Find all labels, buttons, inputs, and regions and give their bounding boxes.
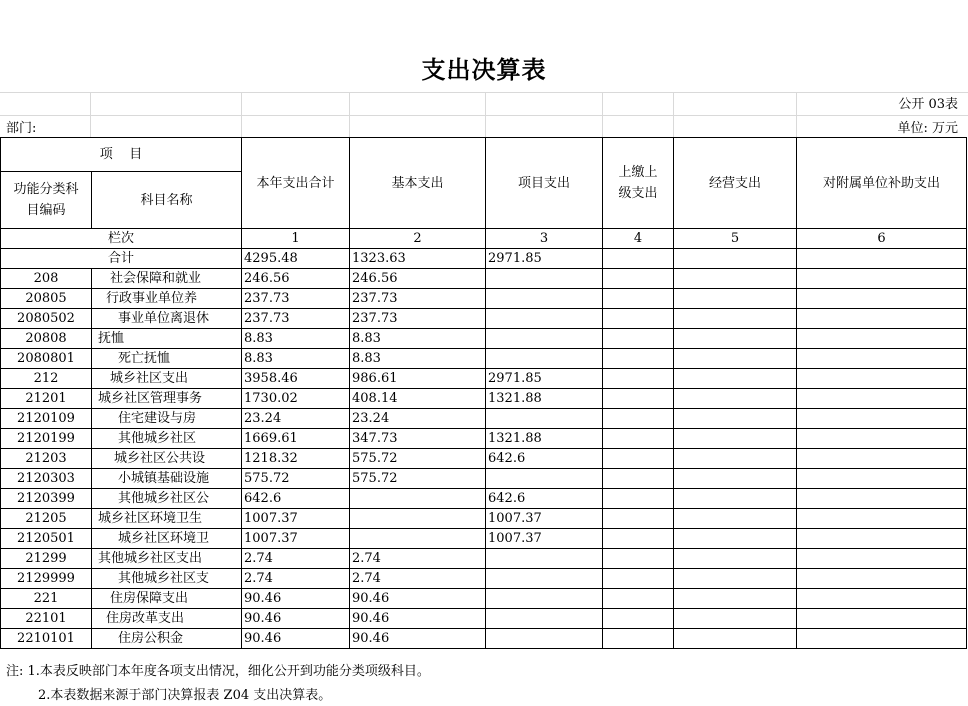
row-name: 死亡抚恤: [92, 349, 242, 369]
row-basic: 90.46: [350, 629, 486, 649]
table-row: [1, 509, 967, 529]
row-subsidy: [797, 429, 967, 449]
row-code: 2120303: [1, 469, 92, 489]
row-basic: 246.56: [350, 269, 486, 289]
row-upper: [603, 429, 674, 449]
row-business: [674, 329, 797, 349]
row-business: [674, 589, 797, 609]
row-name: 其他城乡社区: [92, 429, 242, 449]
row-name: 事业单位离退休: [92, 309, 242, 329]
row-total: 642.6: [242, 489, 350, 509]
row-name: 小城镇基础设施: [92, 469, 242, 489]
row-subsidy: [797, 529, 967, 549]
row-name: 城乡社区公共设: [92, 449, 242, 469]
row-name: 城乡社区支出: [92, 369, 242, 389]
row-business: [674, 609, 797, 629]
table-row: [1, 289, 967, 309]
row-project: 1321.88: [486, 429, 603, 449]
row-subsidy: [797, 409, 967, 429]
row-upper: [603, 509, 674, 529]
row-project: [486, 549, 603, 569]
row-business: [674, 289, 797, 309]
row-project: 642.6: [486, 489, 603, 509]
row-total: 2.74: [242, 569, 350, 589]
table-row: [1, 409, 967, 429]
row-project: [486, 609, 603, 629]
index-col: 4: [603, 229, 674, 249]
grid-line: [673, 92, 674, 137]
table-row: [1, 629, 967, 649]
grid-line: [90, 92, 91, 137]
row-basic: 8.83: [350, 349, 486, 369]
row-basic: 8.83: [350, 329, 486, 349]
total-business: [674, 249, 797, 269]
row-business: [674, 469, 797, 489]
row-code: 2120109: [1, 409, 92, 429]
page-title: 支出决算表: [421, 55, 547, 84]
total-project: 2971.85: [486, 249, 603, 269]
row-code: 2120501: [1, 529, 92, 549]
row-basic: 90.46: [350, 609, 486, 629]
row-total: 8.83: [242, 329, 350, 349]
row-basic: 575.72: [350, 469, 486, 489]
row-basic: 408.14: [350, 389, 486, 409]
row-code: 2080801: [1, 349, 92, 369]
row-business: [674, 409, 797, 429]
row-upper: [603, 589, 674, 609]
row-project: [486, 629, 603, 649]
table-row: [1, 449, 967, 469]
table-row: [1, 369, 967, 389]
row-total: 3958.46: [242, 369, 350, 389]
row-subsidy: [797, 269, 967, 289]
row-project: [486, 469, 603, 489]
row-code: 21203: [1, 449, 92, 469]
row-business: [674, 629, 797, 649]
row-code: 20808: [1, 329, 92, 349]
footnote-1: 注: 1.本表反映部门本年度各项支出情况，细化公开到功能分类项级科目。: [6, 664, 430, 679]
row-upper: [603, 629, 674, 649]
row-upper: [603, 549, 674, 569]
row-code: 221: [1, 589, 92, 609]
index-row-label: 栏次: [1, 229, 242, 249]
row-name: 住房保障支出: [92, 589, 242, 609]
header-project-expenditure: 项目支出: [486, 138, 603, 229]
grid-line: [0, 92, 968, 93]
table-row: [1, 469, 967, 489]
row-project: 642.6: [486, 449, 603, 469]
index-col: 2: [350, 229, 486, 249]
header-total: 本年支出合计: [242, 138, 350, 229]
header-business: 经营支出: [674, 138, 797, 229]
row-business: [674, 449, 797, 469]
row-project: [486, 269, 603, 289]
header-subsidy: 对附属单位补助支出: [797, 138, 967, 229]
row-total: 90.46: [242, 629, 350, 649]
row-name: 行政事业单位养: [92, 289, 242, 309]
index-col: 6: [797, 229, 967, 249]
row-subsidy: [797, 489, 967, 509]
unit-label: 单位: 万元: [897, 121, 958, 136]
row-upper: [603, 469, 674, 489]
row-basic: 90.46: [350, 589, 486, 609]
row-total: 1730.02: [242, 389, 350, 409]
row-basic: [350, 509, 486, 529]
row-business: [674, 529, 797, 549]
row-code: 2129999: [1, 569, 92, 589]
row-name: 城乡社区环境卫生: [92, 509, 242, 529]
row-business: [674, 429, 797, 449]
row-code: 2120399: [1, 489, 92, 509]
total-upper: [603, 249, 674, 269]
row-total: 23.24: [242, 409, 350, 429]
total-subsidy: [797, 249, 967, 269]
row-upper: [603, 569, 674, 589]
index-col: 5: [674, 229, 797, 249]
row-name: 住房公积金: [92, 629, 242, 649]
table-row: [1, 389, 967, 409]
row-total: 1007.37: [242, 529, 350, 549]
row-business: [674, 309, 797, 329]
row-subsidy: [797, 449, 967, 469]
row-upper: [603, 389, 674, 409]
row-subsidy: [797, 609, 967, 629]
row-project: 1007.37: [486, 529, 603, 549]
table-row: [1, 429, 967, 449]
row-business: [674, 569, 797, 589]
row-upper: [603, 369, 674, 389]
row-project: [486, 589, 603, 609]
row-upper: [603, 269, 674, 289]
row-project: [486, 349, 603, 369]
row-subsidy: [797, 509, 967, 529]
row-total: 90.46: [242, 589, 350, 609]
row-total: 1218.32: [242, 449, 350, 469]
row-basic: 237.73: [350, 289, 486, 309]
row-name: 城乡社区管理事务: [92, 389, 242, 409]
footnote-2: 2.本表数据来源于部门决算报表 Z04 支出决算表。: [38, 688, 332, 703]
row-code: 2080502: [1, 309, 92, 329]
table-row: [1, 609, 967, 629]
row-code: 2210101: [1, 629, 92, 649]
row-name: 社会保障和就业: [92, 269, 242, 289]
row-project: [486, 329, 603, 349]
row-upper: [603, 349, 674, 369]
row-basic: [350, 529, 486, 549]
grid-line: [349, 92, 350, 137]
header-project: 项 目: [1, 138, 242, 172]
row-business: [674, 389, 797, 409]
row-name: 其他城乡社区支: [92, 569, 242, 589]
expenditure-table: [0, 137, 967, 649]
row-total: 2.74: [242, 549, 350, 569]
row-name: 抚恤: [92, 329, 242, 349]
row-basic: 347.73: [350, 429, 486, 449]
row-code: 21299: [1, 549, 92, 569]
table-row: [1, 309, 967, 329]
row-name: 其他城乡社区公: [92, 489, 242, 509]
table-row: [1, 489, 967, 509]
row-total: 246.56: [242, 269, 350, 289]
header-upper: 上缴上级支出: [603, 138, 674, 229]
header-subject-name: 科目名称: [92, 172, 242, 229]
index-col: 1: [242, 229, 350, 249]
row-subsidy: [797, 569, 967, 589]
table-row: [1, 269, 967, 289]
row-upper: [603, 329, 674, 349]
total-basic: 1323.63: [350, 249, 486, 269]
total-row-label: 合计: [1, 249, 242, 269]
row-subsidy: [797, 469, 967, 489]
row-subsidy: [797, 369, 967, 389]
row-code: 212: [1, 369, 92, 389]
row-business: [674, 369, 797, 389]
row-basic: 23.24: [350, 409, 486, 429]
row-code: 21205: [1, 509, 92, 529]
row-name: 其他城乡社区支出: [92, 549, 242, 569]
table-row: [1, 329, 967, 349]
row-business: [674, 349, 797, 369]
row-code: 20805: [1, 289, 92, 309]
row-basic: 2.74: [350, 549, 486, 569]
row-upper: [603, 489, 674, 509]
row-business: [674, 269, 797, 289]
row-project: [486, 289, 603, 309]
row-business: [674, 549, 797, 569]
table-row: [1, 549, 967, 569]
row-subsidy: [797, 629, 967, 649]
grid-line: [602, 92, 603, 137]
row-code: 21201: [1, 389, 92, 409]
table-row: [1, 569, 967, 589]
row-project: [486, 309, 603, 329]
header-func-code: 功能分类科目编码: [1, 172, 92, 229]
grid-line: [796, 92, 797, 137]
row-project: 1007.37: [486, 509, 603, 529]
row-project: 2971.85: [486, 369, 603, 389]
table-row: [1, 589, 967, 609]
row-upper: [603, 309, 674, 329]
row-subsidy: [797, 349, 967, 369]
grid-line: [241, 92, 242, 137]
row-upper: [603, 529, 674, 549]
row-total: 90.46: [242, 609, 350, 629]
total-amount: 4295.48: [242, 249, 350, 269]
table-row: [1, 349, 967, 369]
row-project: [486, 409, 603, 429]
row-total: 8.83: [242, 349, 350, 369]
row-upper: [603, 289, 674, 309]
row-basic: 237.73: [350, 309, 486, 329]
row-total: 1007.37: [242, 509, 350, 529]
form-code: 公开 03表: [898, 97, 958, 112]
row-basic: 2.74: [350, 569, 486, 589]
row-name: 住房改革支出: [92, 609, 242, 629]
row-total: 1669.61: [242, 429, 350, 449]
row-total: 575.72: [242, 469, 350, 489]
row-subsidy: [797, 389, 967, 409]
row-code: 208: [1, 269, 92, 289]
row-basic: 575.72: [350, 449, 486, 469]
row-subsidy: [797, 549, 967, 569]
row-subsidy: [797, 329, 967, 349]
grid-line: [485, 92, 486, 137]
index-col: 3: [486, 229, 603, 249]
table-row: [1, 529, 967, 549]
row-code: 2120199: [1, 429, 92, 449]
row-name: 住宅建设与房: [92, 409, 242, 429]
row-basic: 986.61: [350, 369, 486, 389]
row-total: 237.73: [242, 309, 350, 329]
row-project: 1321.88: [486, 389, 603, 409]
row-business: [674, 489, 797, 509]
row-upper: [603, 609, 674, 629]
row-upper: [603, 409, 674, 429]
row-total: 237.73: [242, 289, 350, 309]
row-business: [674, 509, 797, 529]
row-project: [486, 569, 603, 589]
row-name: 城乡社区环境卫: [92, 529, 242, 549]
row-subsidy: [797, 309, 967, 329]
header-basic: 基本支出: [350, 138, 486, 229]
row-basic: [350, 489, 486, 509]
row-upper: [603, 449, 674, 469]
row-code: 22101: [1, 609, 92, 629]
row-subsidy: [797, 589, 967, 609]
department-label: 部门:: [6, 121, 37, 136]
row-subsidy: [797, 289, 967, 309]
grid-line: [0, 115, 968, 116]
